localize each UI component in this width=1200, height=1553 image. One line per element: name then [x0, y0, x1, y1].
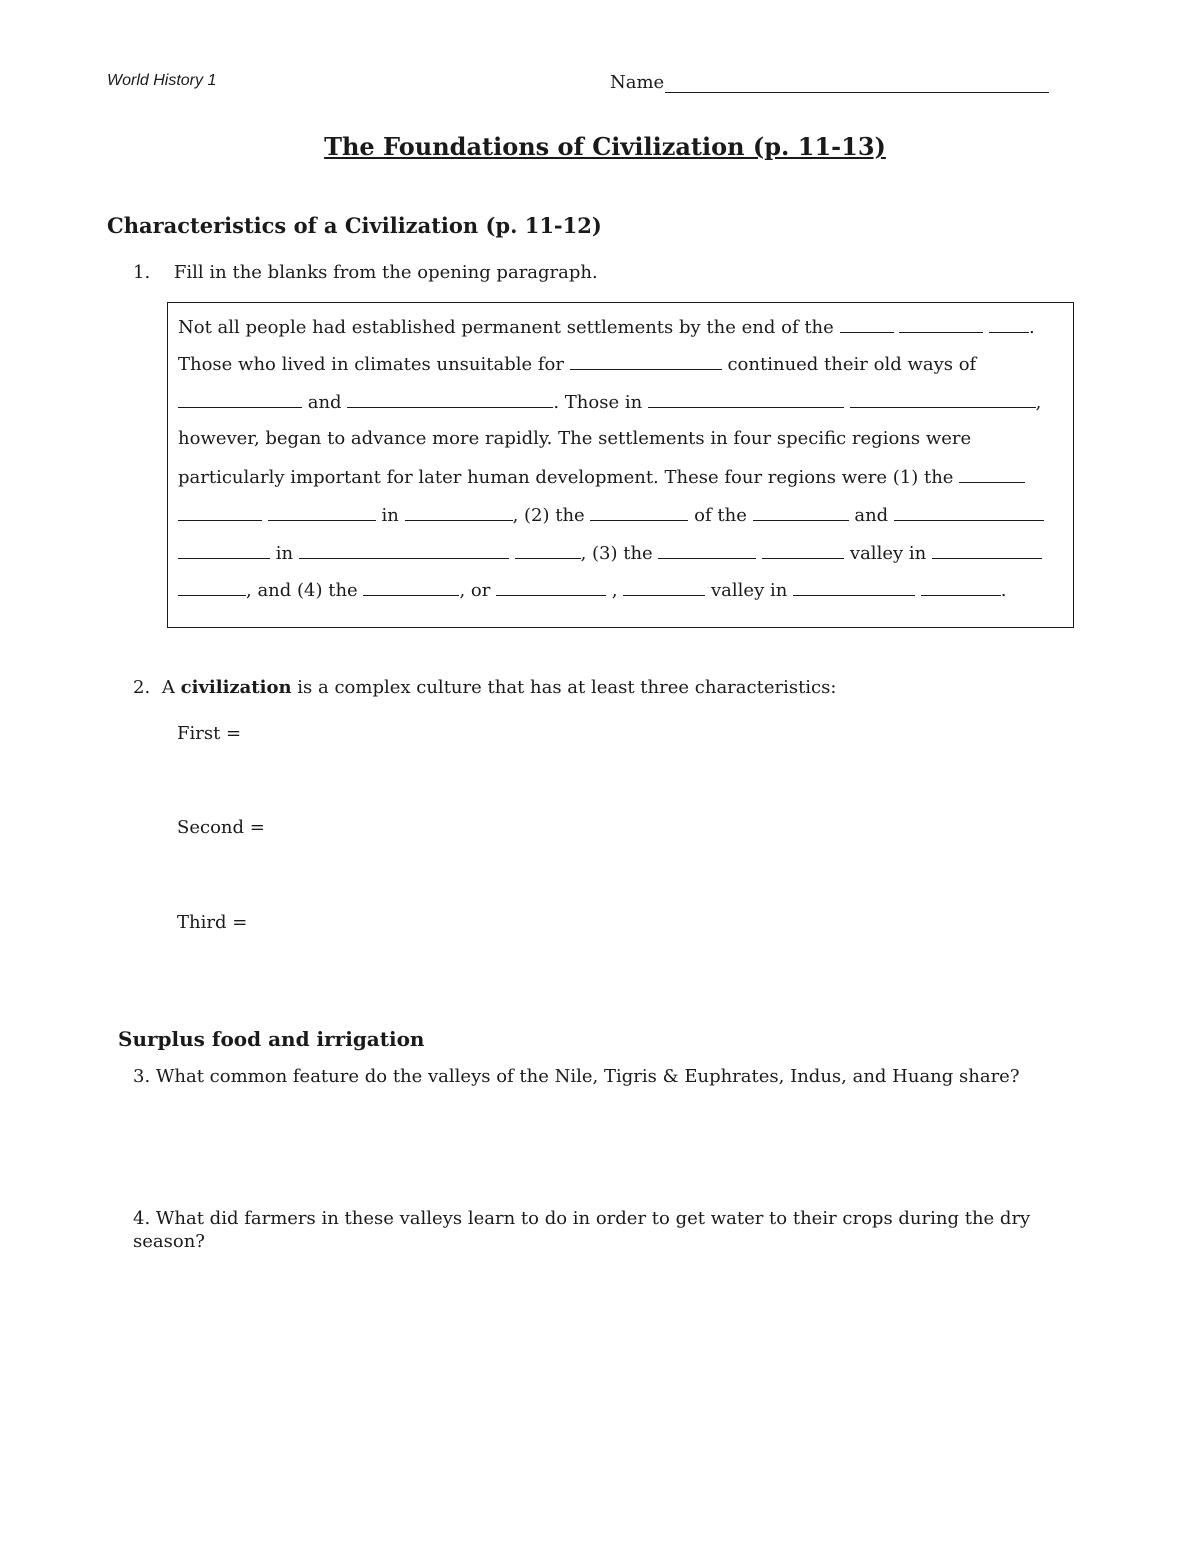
- third-characteristic-label: Third =: [177, 912, 248, 933]
- paragraph-text: and: [854, 505, 889, 526]
- paragraph-text: . Those in: [553, 392, 643, 413]
- question-2: [133, 677, 836, 698]
- paragraph-text: Those who lived in climates unsuitable for: [178, 354, 564, 375]
- paragraph-text: continued their old ways of: [727, 354, 977, 375]
- blank[interactable]: [363, 578, 459, 596]
- blank[interactable]: [899, 315, 983, 333]
- page-title: The Foundations of Civilization (p. 11-13): [324, 132, 886, 161]
- paragraph-text: valley in: [849, 543, 927, 564]
- paragraph-text: of the: [694, 505, 747, 526]
- blank[interactable]: [793, 578, 915, 596]
- question-1-number: 1.: [133, 262, 151, 283]
- blank[interactable]: [959, 465, 1025, 483]
- paragraph-text: in: [275, 543, 294, 564]
- blank[interactable]: [753, 503, 849, 521]
- blank[interactable]: [590, 503, 688, 521]
- question-4-line-1: 4. What did farmers in these valleys learn to do in order to get water to their crops during the dry: [133, 1208, 1031, 1229]
- blank[interactable]: [268, 503, 376, 521]
- paragraph-text: .: [1000, 580, 1007, 601]
- blank[interactable]: [921, 578, 1001, 596]
- question-2-number: 2.: [133, 677, 151, 698]
- paragraph-line-6: [178, 503, 1044, 526]
- blank[interactable]: [178, 578, 246, 596]
- question-2-post: is a complex culture that has at least three characteristics:: [297, 677, 837, 698]
- paragraph-text: in: [381, 505, 399, 526]
- section-characteristics-title: Characteristics of a Civilization (p. 11-12): [107, 213, 602, 238]
- blank[interactable]: [658, 541, 756, 559]
- paragraph-line-3: [178, 390, 1041, 413]
- paragraph-text: .: [1029, 317, 1035, 338]
- blank[interactable]: [648, 390, 844, 408]
- fill-in-paragraph-box: [167, 302, 1074, 628]
- paragraph-line-1: [178, 315, 1035, 338]
- blank[interactable]: [178, 541, 270, 559]
- paragraph-text: however, began to advance more rapidly. The settlements in four specific regions were: [178, 428, 972, 449]
- paragraph-text: and: [307, 392, 342, 413]
- blank[interactable]: [178, 503, 262, 521]
- question-4: [133, 1207, 1030, 1253]
- blank[interactable]: [762, 541, 844, 559]
- paragraph-line-5: [178, 465, 1025, 488]
- blank[interactable]: [347, 390, 553, 408]
- paragraph-text: Not all people had established permanent settlements by the end of the: [178, 317, 834, 338]
- paragraph-text: , or: [459, 580, 491, 601]
- question-2-pre: A: [161, 677, 175, 698]
- paragraph-text: particularly important for later human development. These four regions were (1) the: [178, 467, 954, 488]
- blank[interactable]: [299, 541, 509, 559]
- name-label: Name: [610, 72, 665, 93]
- blank[interactable]: [515, 541, 581, 559]
- blank[interactable]: [850, 390, 1036, 408]
- paragraph-line-2: [178, 352, 976, 375]
- blank[interactable]: [840, 315, 894, 333]
- name-blank-line[interactable]: [665, 73, 1049, 93]
- paragraph-line-8: [178, 578, 1007, 601]
- question-2-keyword: civilization: [180, 677, 292, 698]
- question-3: 3. What common feature do the valleys of the Nile, Tigris & Euphrates, Indus, and Huang share?: [133, 1066, 1020, 1087]
- question-1: [133, 262, 598, 283]
- paragraph-text: valley in: [711, 580, 788, 601]
- blank[interactable]: [405, 503, 513, 521]
- blank[interactable]: [496, 578, 606, 596]
- question-1-text: Fill in the blanks from the opening paragraph.: [173, 262, 598, 283]
- paragraph-line-4: [178, 428, 971, 449]
- name-field[interactable]: [610, 72, 1049, 93]
- first-characteristic-label: First =: [177, 723, 242, 744]
- blank[interactable]: [989, 315, 1029, 333]
- course-label: World History 1: [107, 72, 217, 89]
- paragraph-text: ,: [1035, 392, 1042, 413]
- blank[interactable]: [623, 578, 705, 596]
- blank[interactable]: [178, 390, 302, 408]
- paragraph-line-7: [178, 541, 1042, 564]
- paragraph-text: ,: [611, 580, 618, 601]
- second-characteristic-label: Second =: [177, 817, 265, 838]
- paragraph-text: , (3) the: [580, 543, 653, 564]
- paragraph-text: , (2) the: [512, 505, 585, 526]
- blank[interactable]: [894, 503, 1044, 521]
- blank[interactable]: [932, 541, 1042, 559]
- blank[interactable]: [570, 352, 722, 370]
- question-4-line-2: season?: [133, 1231, 205, 1252]
- section-surplus-title: Surplus food and irrigation: [118, 1027, 425, 1051]
- paragraph-text: , and (4) the: [246, 580, 358, 601]
